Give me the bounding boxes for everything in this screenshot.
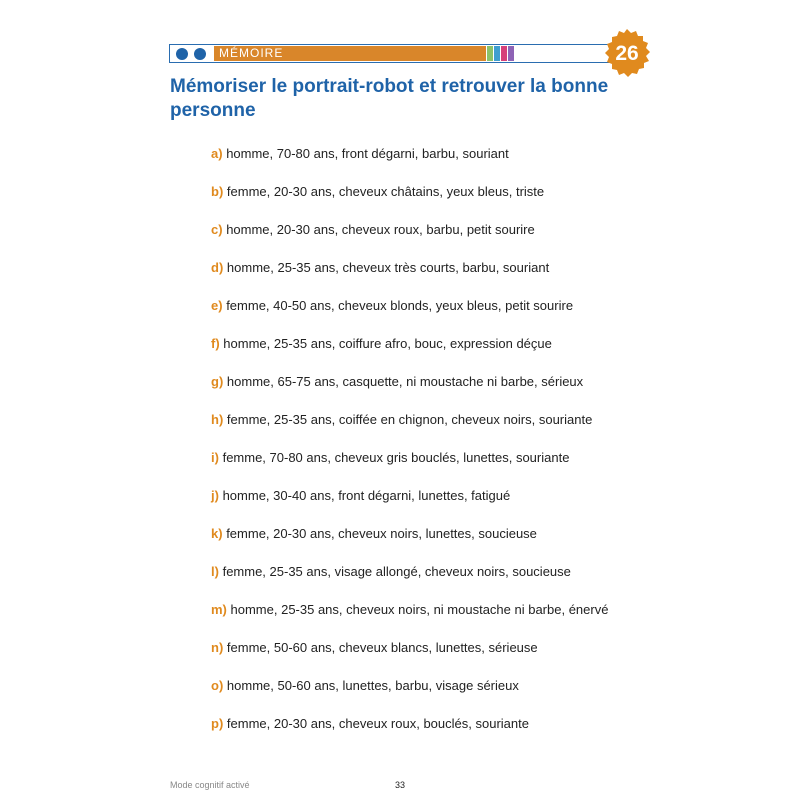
item-letter: p) [211, 716, 224, 731]
item-letter: b) [211, 184, 224, 199]
item-letter: f) [211, 336, 220, 351]
item-text: homme, 30-40 ans, front dégarni, lunettes, fatigué [222, 488, 511, 503]
item-text: homme, 25-35 ans, cheveux très courts, barbu, souriant [226, 260, 550, 275]
item-text: femme, 25-35 ans, visage allongé, cheveux noirs, soucieuse [222, 564, 571, 579]
header-dot [194, 48, 206, 60]
list-item [211, 260, 608, 298]
section-label: MÉMOIRE [219, 46, 284, 60]
item-letter: k) [211, 526, 223, 541]
item-text: femme, 20-30 ans, cheveux noirs, lunettes, soucieuse [226, 526, 537, 541]
item-letter: g) [211, 374, 224, 389]
header-dot [176, 48, 188, 60]
item-text: homme, 20-30 ans, cheveux roux, barbu, petit sourire [226, 222, 535, 237]
color-swatch [487, 46, 493, 61]
item-text: homme, 70-80 ans, front dégarni, barbu, souriant [226, 146, 509, 161]
list-item [211, 336, 608, 374]
item-letter: j) [211, 488, 219, 503]
item-text: femme, 25-35 ans, coiffée en chignon, cheveux noirs, souriante [226, 412, 593, 427]
list-item [211, 564, 608, 602]
list-item [211, 450, 608, 488]
item-text: homme, 25-35 ans, coiffure afro, bouc, expression déçue [223, 336, 552, 351]
item-text: femme, 70-80 ans, cheveux gris bouclés, lunettes, souriante [222, 450, 570, 465]
exercise-badge [602, 29, 652, 79]
item-letter: n) [211, 640, 224, 655]
exercise-number: 26 [615, 42, 639, 65]
list-item [211, 298, 608, 336]
list-item [211, 184, 608, 222]
item-text: homme, 50-60 ans, lunettes, barbu, visage sérieux [226, 678, 519, 693]
item-letter: l) [211, 564, 219, 579]
item-letter: m) [211, 602, 227, 617]
item-text: femme, 20-30 ans, cheveux châtains, yeux bleus, triste [226, 184, 545, 199]
item-text: femme, 20-30 ans, cheveux roux, bouclés, souriante [226, 716, 529, 731]
item-letter: c) [211, 222, 223, 237]
list-item [211, 412, 608, 450]
color-swatch [501, 46, 507, 61]
color-swatch [508, 46, 514, 61]
list-item [211, 222, 608, 260]
color-swatch [494, 46, 500, 61]
item-text: homme, 25-35 ans, cheveux noirs, ni moustache ni barbe, énervé [230, 602, 609, 617]
item-letter: a) [211, 146, 223, 161]
item-letter: i) [211, 450, 219, 465]
item-text: homme, 65-75 ans, casquette, ni moustache ni barbe, sérieux [226, 374, 584, 389]
book-title: Mode cognitif activé [170, 780, 250, 790]
item-letter: o) [211, 678, 224, 693]
list-item [211, 488, 608, 526]
item-letter: d) [211, 260, 224, 275]
list-item [211, 602, 608, 640]
list-item [211, 716, 608, 754]
list-item [211, 146, 608, 184]
page-title: Mémoriser le portrait-robot et retrouver la bonne personne [170, 76, 609, 121]
item-text: femme, 40-50 ans, cheveux blonds, yeux bleus, petit sourire [226, 298, 574, 313]
list-item [211, 526, 608, 564]
page-number: 33 [395, 780, 406, 790]
item-letter: h) [211, 412, 224, 427]
portrait-list [211, 146, 608, 754]
list-item [211, 678, 608, 716]
list-item [211, 640, 608, 678]
list-item [211, 374, 608, 412]
item-letter: e) [211, 298, 223, 313]
item-text: femme, 50-60 ans, cheveux blancs, lunettes, sérieuse [226, 640, 538, 655]
